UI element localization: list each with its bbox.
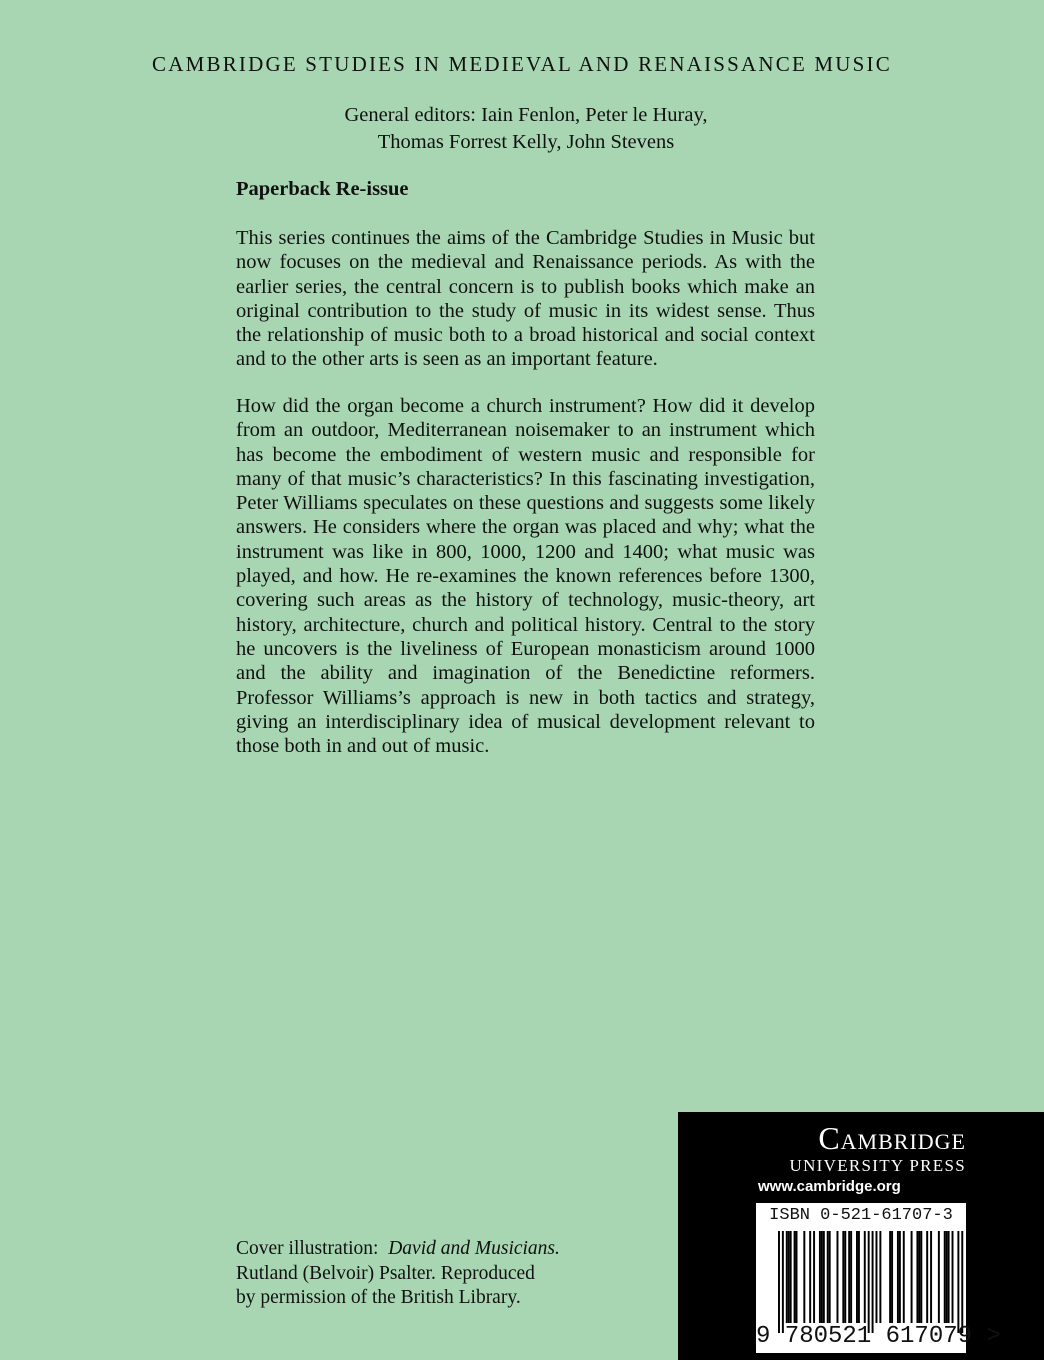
cover-credit — [236, 1237, 560, 1311]
barcode-digits: 9 780521 617079 > — [756, 1323, 1001, 1350]
barcode-bar — [796, 1231, 798, 1323]
barcode-bar — [957, 1231, 959, 1333]
series-title: CAMBRIDGE STUDIES IN MEDIEVAL AND RENAISSANCE MUSIC — [152, 52, 892, 76]
barcode-bar — [930, 1231, 932, 1323]
barcode-bar — [920, 1231, 922, 1323]
editors-line-1: General editors: Iain Fenlon, Peter le Huray, — [344, 104, 708, 126]
barcode-bar — [842, 1231, 844, 1323]
barcode-bar — [782, 1231, 784, 1333]
cover-credit-line-3: by permission of the British Library. — [236, 1287, 521, 1308]
barcode-bar — [864, 1231, 866, 1323]
barcode-bar — [944, 1231, 946, 1323]
barcode-bar — [938, 1231, 940, 1323]
publisher-press: UNIVERSITY PRESS — [789, 1156, 966, 1175]
barcode-bar — [911, 1231, 913, 1323]
barcode-bar — [827, 1231, 829, 1323]
isbn-label: ISBN 0-521-61707-3 — [769, 1206, 953, 1225]
barcode-bar — [778, 1231, 780, 1333]
publisher-name: Cambridge — [818, 1120, 966, 1156]
barcode-bar — [821, 1231, 823, 1323]
barcode-bar — [790, 1231, 792, 1323]
barcode-bar — [794, 1231, 796, 1323]
general-editors — [236, 102, 816, 156]
barcode-bar — [823, 1231, 825, 1323]
barcode-bar — [889, 1231, 891, 1323]
barcode-bar — [829, 1231, 831, 1323]
barcode-bar — [848, 1231, 850, 1323]
barcode-bar — [786, 1231, 788, 1323]
barcode-bar — [856, 1231, 858, 1323]
barcode-bar — [916, 1231, 918, 1323]
barcode-bar — [844, 1231, 846, 1323]
barcode-bar — [903, 1231, 905, 1323]
editors-line-2: Thomas Forrest Kelly, John Stevens — [377, 131, 675, 153]
barcode-bar — [961, 1231, 963, 1333]
barcode-bar — [946, 1231, 948, 1323]
barcode-bar — [868, 1231, 870, 1333]
barcode-bar — [788, 1231, 790, 1323]
barcode-bar — [879, 1231, 881, 1323]
barcode-bar — [858, 1231, 860, 1323]
barcode-bar — [948, 1231, 950, 1323]
barcode-bar — [803, 1231, 805, 1323]
barcode-bar — [952, 1231, 954, 1323]
barcode-bar — [876, 1231, 878, 1323]
barcode-bar — [872, 1231, 874, 1333]
barcode-bar — [813, 1231, 815, 1323]
barcode-bar — [850, 1231, 852, 1323]
barcode-bar — [899, 1231, 901, 1323]
series-description: This series continues the aims of the Cambridge Studies in Music but now focuses on the medieval and Renaissance periods. As with the earlier series, the central concern is to publish books which make an original contribution to the study of music in its widest sense. Thus the relationship of music both to a broad historical and social context and to the other arts is seen as an important feature. — [236, 227, 815, 371]
book-description: How did the organ become a church instrument? How did it develop from an outdoor, Mediterranean noisemaker to an instrument which has become the embodiment of western music and responsible for many of that music’s characteristics? In this fascinating investigation, Peter Williams speculates on these questions and suggests some likely answers. He considers where the organ was placed and why; what the instrument was like in 800, 1000, 1200 and 1400; what music was played, and how. He re-examines the known references before 1300, covering such areas as the history of technology, music-theory, art history, architecture, church and political history. Central to the story he uncovers is the liveliness of European monasticism around 1000 and the ability and imagination of the Benedictine reformers. Professor Williams’s approach is new in both tactics and strategy, giving an interdisciplinary idea of musical development relevant to those both in and out of music. — [236, 395, 815, 758]
barcode-bar — [897, 1231, 899, 1323]
publisher-url: www.cambridge.org — [758, 1178, 901, 1195]
barcode-bar — [926, 1231, 928, 1323]
barcode-bar — [837, 1231, 839, 1323]
barcode-bar — [918, 1231, 920, 1323]
barcode-bar — [819, 1231, 821, 1323]
cover-credit-line-2: Rutland (Belvoir) Psalter. Reproduced — [236, 1262, 535, 1284]
reissue-heading: Paperback Re-issue — [236, 178, 409, 200]
barcode — [756, 1203, 1001, 1353]
barcode-bar — [809, 1231, 811, 1323]
cover-credit-line-1 — [236, 1237, 560, 1262]
cover-credit-title: David and Musicians. — [388, 1238, 560, 1259]
barcode-bar — [891, 1231, 893, 1323]
cover-credit-label: Cover illustration: — [236, 1238, 379, 1259]
publisher-block — [678, 1112, 1044, 1360]
